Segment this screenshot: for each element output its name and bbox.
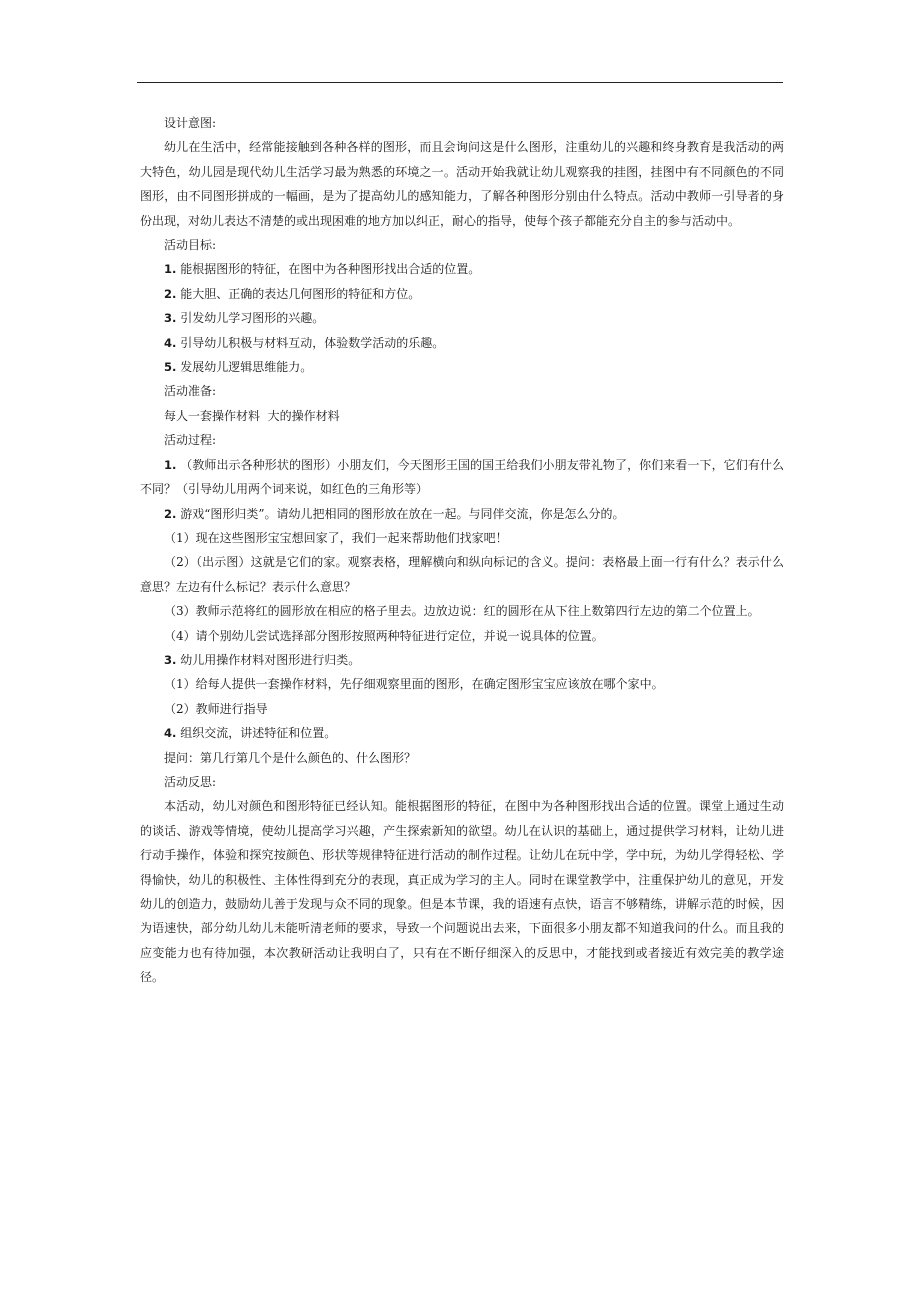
reflection-paragraph: 本活动，幼儿对颜色和图形特征已经认知。能根据图形的特征，在图中为各种图形找出合适的位置。课堂上通过生动的谈话、游戏等情境，使幼儿提高学习兴趣，产生探索新知的欲望。幼儿在认识的基础上，通过提供学习材料，让幼儿进行动手操作，体验和探究按颜色、形状等规律特征进行活动的制作过程。让幼儿在玩中学，学中玩，为幼儿学得轻松、学得愉快，幼儿的积极性、主体性得到充分的表现，真正成为学习的主人。同时在课堂教学中，注重保护幼儿的意见，开发幼儿的创造力，鼓励幼儿善于发现与众不同的现象。但是本节课，我的语速有点快，语言不够精练，讲解示范的时候，因为语速快，部分幼儿幼儿未能听清老师的要求，导致一个问题说出去来，下面很多小朋友都不知道我问的什么。而且我的应变能力也有待加强，本次教研活动让我明白了，只有在不断仔细深入的反思中，才能找到或者接近有效完美的教学途径。 (140, 799, 784, 985)
goal-number: 4. (164, 335, 177, 350)
process-substep: （2）教师进行指导 (164, 701, 268, 716)
process-step-2 (140, 502, 784, 526)
step-text: （教师出示各种形状的图形）小朋友们，今天图形王国的国王给我们小朋友带礼物了，你们来看一下，它们有什么不同？（引导幼儿用两个词来说，如红色的三角形等） (140, 457, 784, 497)
process-step-3 (140, 648, 784, 672)
step-text: 幼儿用操作材料对图形进行归类。 (180, 652, 361, 667)
process-step-4 (140, 721, 784, 745)
goal-item (140, 282, 784, 306)
goal-item (140, 355, 784, 379)
goals-heading: 活动目标: (164, 238, 217, 253)
reflection-heading: 活动反思: (164, 774, 217, 789)
goal-item (140, 306, 784, 330)
step-number: 1. (164, 457, 177, 472)
goal-number: 1. (164, 262, 177, 277)
goal-text: 发展幼儿逻辑思维能力。 (180, 360, 313, 375)
process-question: 提问：第几行第几个是什么颜色的、什么图形？ (164, 750, 417, 765)
design-intent-heading: 设计意图: (164, 116, 217, 130)
goal-number: 2. (164, 286, 177, 301)
process-heading: 活动过程: (164, 433, 217, 448)
step-text: 组织交流，讲述特征和位置。 (180, 726, 337, 741)
design-intent-paragraph: 幼儿在生活中，经常能接触到各种各样的图形，而且会询问这是什么图形，注重幼儿的兴趣和终身教育是我活动的两大特色，幼儿园是现代幼儿生活学习最为熟悉的环境之一。活动开始我就让幼儿观察我的挂图，挂图中有不同颜色的不同图形，由不同图形拼成的一幅画，是为了提高幼儿的感知能力，了解各种图形分别由什么特点。活动中教师一引导者的身份出现，对幼儿表达不清楚的或出现困难的地方加以纠正，耐心的指导，使每个孩子都能充分自主的参与活动中。 (140, 140, 784, 228)
goal-item (140, 331, 784, 355)
step-text: 游戏“图形归类”。请幼儿把相同的图形放在放在一起。与同伴交流，你是怎么分的。 (180, 506, 625, 521)
goal-item (140, 257, 784, 281)
preparation-heading: 活动准备: (164, 384, 217, 399)
document-body (140, 111, 784, 990)
goal-text: 能大胆、正确的表达几何图形的特征和方位。 (180, 286, 421, 301)
step-number: 4. (164, 726, 177, 741)
step-number: 2. (164, 506, 177, 521)
process-substep: （3）教师示范将红的圆形放在相应的格子里去。边放边说：红的圆形在从下往上数第四行左边的第二个位置上。 (164, 604, 760, 619)
goal-text: 引导幼儿积极与材料互动，体验数学活动的乐趣。 (180, 335, 445, 350)
process-substep: （1）现在这些图形宝宝想回家了，我们一起来帮助他们找家吧！ (164, 530, 508, 545)
step-number: 3. (164, 652, 177, 667)
header-rule (137, 82, 783, 83)
goal-text: 能根据图形的特征，在图中为各种图形找出合适的位置。 (180, 262, 481, 277)
preparation-text: 每人一套操作材料 大的操作材料 (164, 408, 340, 423)
goal-number: 3. (164, 311, 177, 326)
goal-text: 引发幼儿学习图形的兴趣。 (180, 311, 325, 326)
process-substep: （1）给每人提供一套操作材料，先仔细观察里面的图形，在确定图形宝宝应该放在哪个家中。 (164, 677, 664, 692)
process-substep: （4）请个别幼儿尝试选择部分图形按照两种特征进行定位，并说一说具体的位置。 (164, 628, 604, 643)
process-substep: （2）（出示图）这就是它们的家。观察表格，理解横向和纵向标记的含义。提问：表格最上面一行有什么？表示什么意思？左边有什么标记？表示什么意思？ (140, 555, 784, 594)
goal-number: 5. (164, 360, 177, 375)
process-step-1 (140, 453, 784, 502)
